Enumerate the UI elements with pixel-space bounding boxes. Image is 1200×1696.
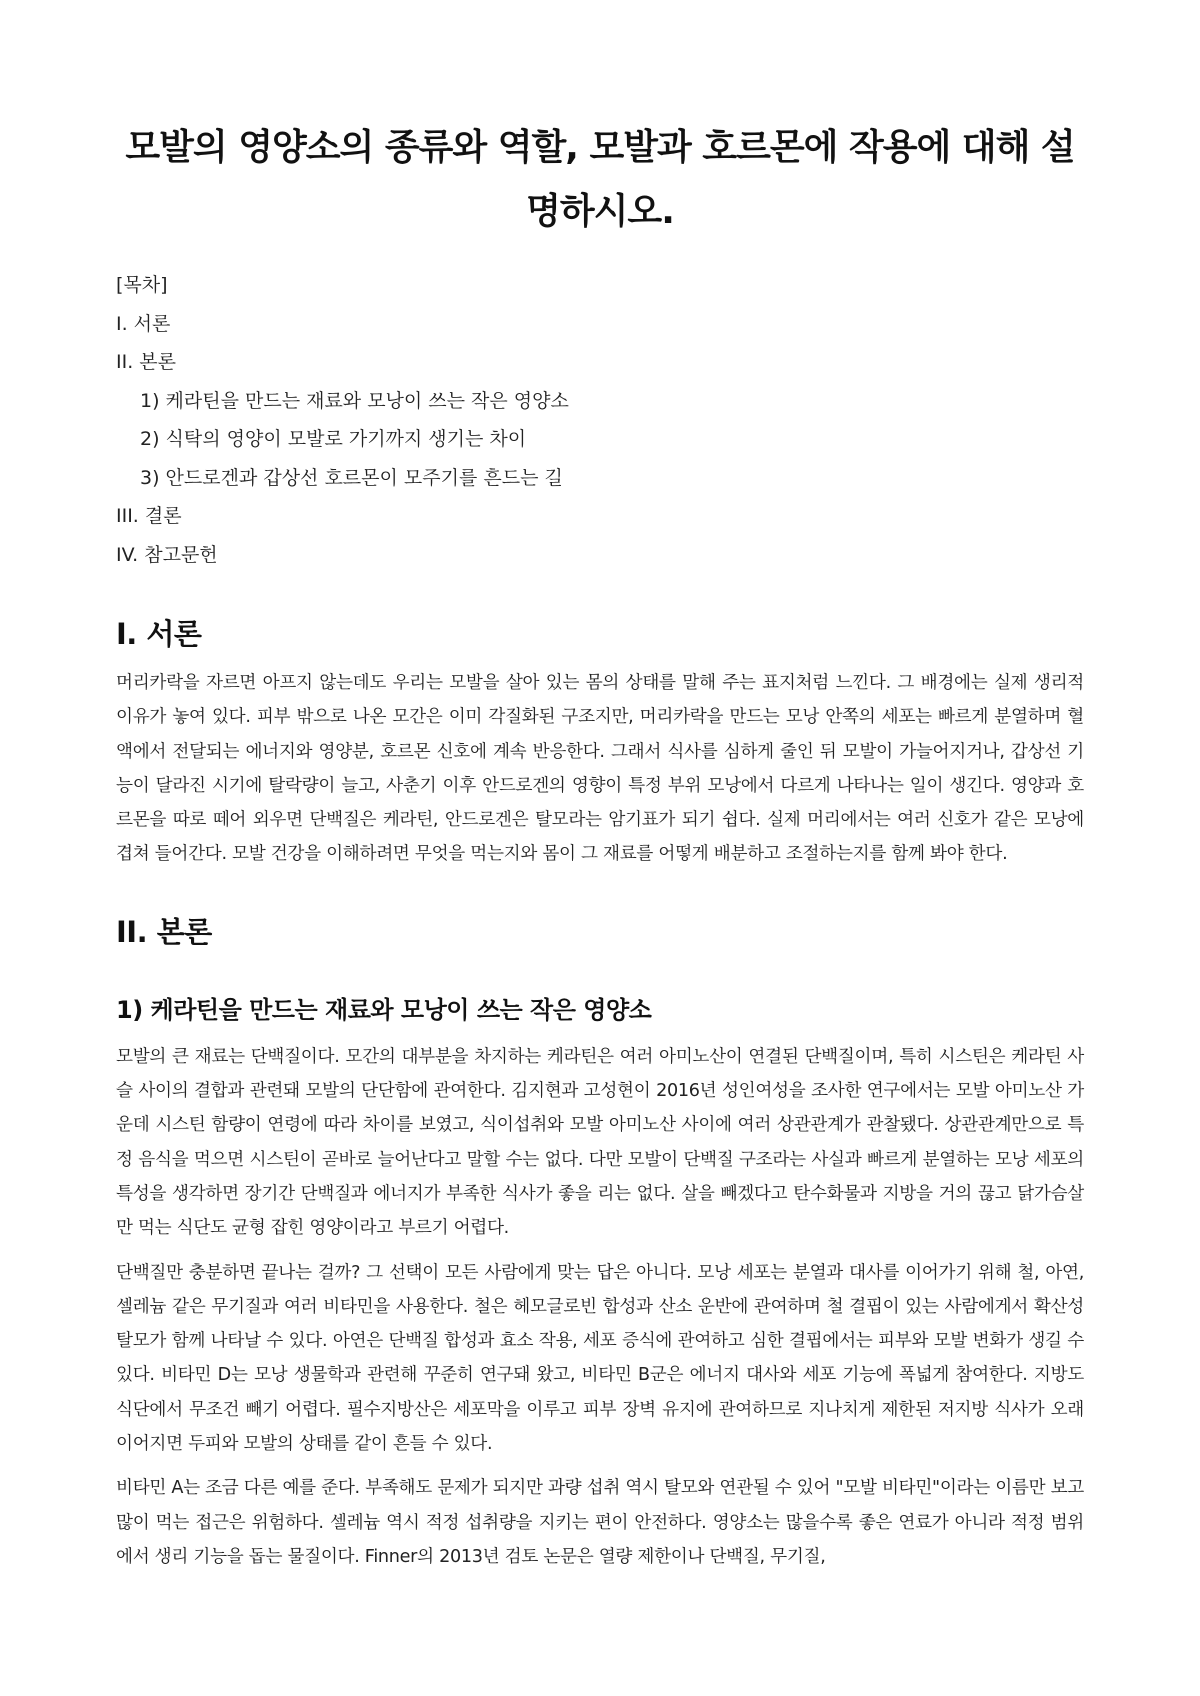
toc-subitem: 2) 식탁의 영양이 모발로 가기까지 생기는 차이 (140, 428, 527, 450)
body-paragraph: 단백질만 충분하면 끝나는 걸까? 그 선택이 모든 사람에게 맞는 답은 아니다. 모낭 세포는 분열과 대사를 이어가기 위해 철, 아연, 셀레늄 같은 무기질과 여러 비타민을 사용한다. 철은 헤모글로빈 합성과 산소 운반에 관여하며 철 결핍이 있는 사람에게서 확산성 탈모가 함께 나타날 수 있다. 아연은 단백질 합성과 효소 작용, 세포 증식에 관여하고 심한 결핍에서는 피부와 모발 변화가 생길 수 있다. 비타민 D는 모낭 생물학과 관련해 꾸준히 연구돼 왔고, 비타민 B군은 에너지 대사와 세포 기능에 폭넓게 참여한다. 지방도 식단에서 무조건 빼기 어렵다. 필수지방산은 세포막을 이루고 피부 장벽 유지에 관여하므로 지나치게 제한된 저지방 식사가 오래 이어지면 두피와 모발의 상태를 같이 흔들 수 있다. (116, 1262, 1084, 1455)
subsection-heading-1: 1) 케라틴을 만드는 재료와 모낭이 쓰는 작은 영양소 (116, 995, 652, 1024)
section-heading-intro: I. 서론 (116, 617, 202, 651)
toc-item: I. 서론 (116, 312, 171, 335)
body-paragraph: 비타민 A는 조금 다른 예를 준다. 부족해도 문제가 되지만 과량 섭취 역시 탈모와 연관될 수 있어 "모발 비타민"이라는 이름만 보고 많이 먹는 접근은 위험하다. 셀레늄 역시 적정 섭취량을 지키는 편이 안전하다. 영양소는 많을수록 좋은 연료가 아니라 적정 범위에서 생리 기능을 돕는 물질이다. Finner의 2013년 검토 논문은 열량 제한이나 단백질, 무기질, (116, 1478, 1084, 1567)
toc-item: IV. 참고문헌 (116, 543, 218, 566)
intro-paragraph: 머리카락을 자르면 아프지 않는데도 우리는 모발을 살아 있는 몸의 상태를 말해 주는 표지처럼 느낀다. 그 배경에는 실제 생리적 이유가 놓여 있다. 피부 밖으로 나온 모간은 이미 각질화된 구조지만, 머리카락을 만드는 모낭 안쪽의 세포는 빠르게 분열하며 혈액에서 전달되는 에너지와 영양분, 호르몬 신호에 계속 반응한다. 그래서 식사를 심하게 줄인 뒤 모발이 가늘어지거나, 갑상선 기능이 달라진 시기에 탈락량이 늘고, 사춘기 이후 안드로겐의 영향이 특정 부위 모낭에서 다르게 나타나는 일이 생긴다. 영양과 호르몬을 따로 떼어 외우면 단백질은 케라틴, 안드로겐은 탈모라는 암기표가 되기 쉽다. 실제 머리에서는 여러 신호가 같은 모낭에 겹쳐 들어간다. 모발 건강을 이해하려면 무엇을 먹는지와 몸이 그 재료를 어떻게 배분하고 조절하는지를 함께 봐야 한다. (116, 673, 1084, 865)
table-of-contents (116, 266, 1084, 574)
document-title: 모발의 영양소의 종류와 역할, 모발과 호르몬에 작용에 대해 설명하시오. (125, 127, 1075, 232)
body-paragraph: 모발의 큰 재료는 단백질이다. 모간의 대부분을 차지하는 케라틴은 여러 아미노산이 연결된 단백질이며, 특히 시스틴은 케라틴 사슬 사이의 결합과 관련돼 모발의 단단함에 관여한다. 김지현과 고성현이 2016년 성인여성을 조사한 연구에서는 모발 아미노산 가운데 시스틴 함량이 연령에 따라 차이를 보였고, 식이섭취와 모발 아미노산 사이에 여러 상관관계가 관찰됐다. 상관관계만으로 특정 음식을 먹으면 시스틴이 곧바로 늘어난다고 말할 수는 없다. 다만 모발이 단백질 구조라는 사실과 빠르게 분열하는 모낭 세포의 특성을 생각하면 장기간 단백질과 에너지가 부족한 식사가 좋을 리는 없다. 살을 빼겠다고 탄수화물과 지방을 거의 끊고 닭가슴살만 먹는 식단도 균형 잡힌 영양이라고 부르기 어렵다. (116, 1046, 1084, 1239)
toc-heading: [목차] (116, 274, 168, 296)
toc-subitem: 3) 안드로겐과 갑상선 호르몬이 모주기를 흔드는 길 (140, 466, 563, 489)
toc-item: III. 결론 (116, 505, 182, 527)
section-heading-body: II. 본론 (116, 914, 212, 949)
toc-subitem: 1) 케라틴을 만드는 재료와 모낭이 쓰는 작은 영양소 (140, 389, 569, 412)
toc-item: II. 본론 (116, 351, 176, 373)
